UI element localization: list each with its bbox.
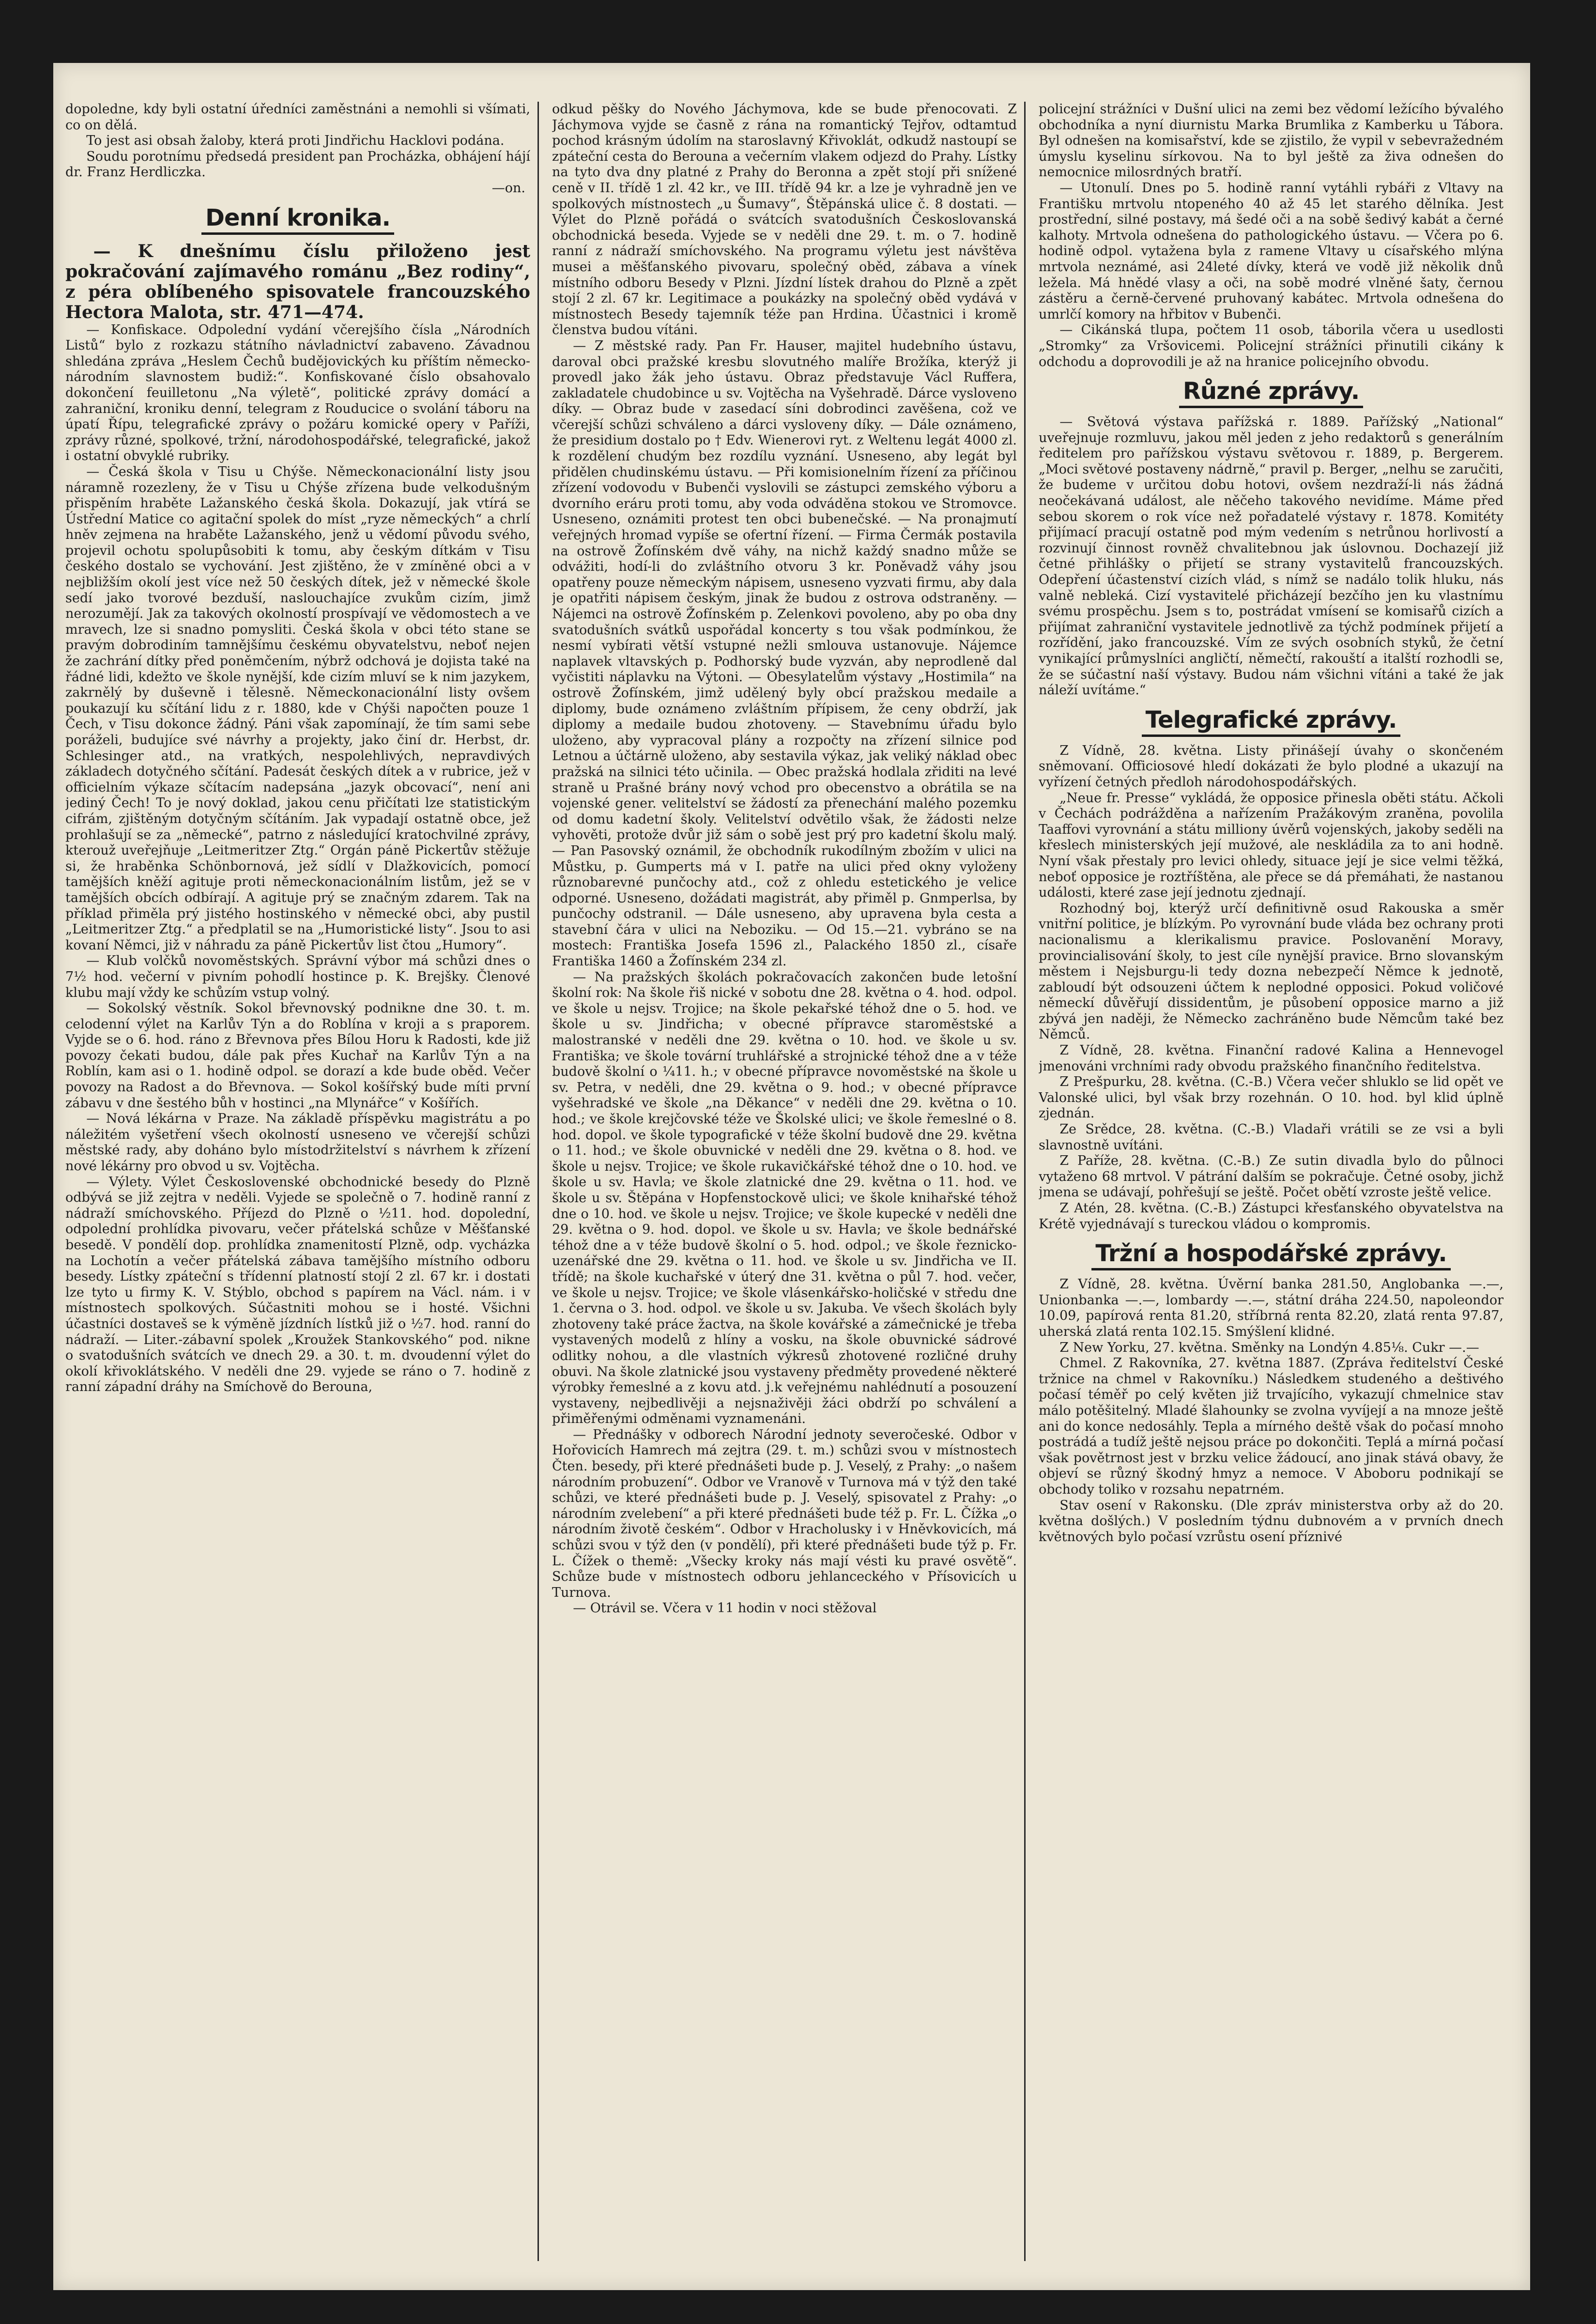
trade-item: Chmel. Z Rakovníka, 27. května 1887. (Zpráva ředitelství České tržnice na chmel v Rakovníku.) Následkem studeného a deštivého počasí téměř po celý květen již trvajícího, vykazují chmelnice stav málo potěšitelný. Mladé šlahounky se zvolna vyvíjejí a na mnoze ještě ani do konce nedosáhly. Tepla a mírného deště však do počasí mnoho postrádá a tudíž ještě nejsou práce po dokončiti. Teplá a mírná počasí však povětrnost jest v brzku velice žádoucí, ano jinak stává obavy, že objeví se různý škodný hmyz a nemoce. V Aboboru podnikají se obchody toliko v rozsahu nepatrném. — [1039, 1356, 1504, 1497]
article-ceska-skola: — Česká škola v Tisu u Chýše. Německonacionální listy jsou náramně rozezleny, že v Tisu u Chýše zřízena bude velkodušným přispěním hraběte Lažanského česká škola. Dokazují, jak vtírá se Ústřední Matice co agitační spolek do míst „ryze německých“ a chrlí hněv zejmena na hraběte Lažanského, jenž u vědomí původu svého, projevil ochotu spolupůsobiti k tomu, aby českým dítkám v Tisu českého dostalo se vychování. Jest zjištěno, že v zmíněné obci a v nejbližším okolí jest více než 50 českých dítek, jež v německé škole sedí jako tvorové bezduší, naslouchajíce zvukům cizím, jimž nerozumějí. Jak za takových okolností prospívají ve vědomostech a ve mravech, lze si snadno pomysliti. Česká škola v obci této stane se pravým dobrodiním tamnějšímu českému obyvatelstvu, neboť nejen že zachrání dítky před poněmčením, nýbrž odchová je dojista také na řádné lidi, kdežto ve škole nynější, kde cizím mluví se k nim jazykem, zakrnělý by duševně i tělesně. Německonacionální listy ovšem poukazují ku sčítání lidu z r. 1880, kde v Chýši napočten pouze 1 Čech, v Tisu dokonce žádný. Páni však zapomínají, že tím sami sebe poráželi, budujíce své návrhy a projekty, jako činí dr. Herbst, dr. Schlesinger atd., na vratkých, nespolehlivých, nepravdivých základech dotyčného sčítání. Padesát českých dítek a v rubrice, jež v officielním výkaze sčítacím nadepsána „jazyk obcovací“, není ani jediný Čech! To je nový doklad, jakou cenu přičítati lze statistickým cifrám, zjištěným dotyčným sčítáním. Jak vypadají ostatně obce, jež prohlašují se za „německé“, patrno z následující kratochvilné zprávy, kterouž uveřejňuje „Leitmeritzer Ztg.“ Orgán páně Pickertův stěžuje si, že hraběnka Schönbornová, jež sídlí v Dlažkovicích, pomocí tamějších kněží agituje proti německonacionálním listům, jež se v tamějších obcích odbírají. A agituje prý se značným zdarem. Tak na příklad přiměla prý jistého hostinského v německé obci, aby pustil „Leitmeritzer Ztg.“ a předplatil se na „Humoristické listy“. Jsou to asi kovaní Němci, již v náhradu za páně Pickertův list čtou „Humory“. — [65, 464, 530, 953]
article-prednasky: — Přednášky v odborech Národní jednoty severočeské. Odbor v Hořovicích Hamrech má zejtra (29. t. m.) schůzi svou v místnostech Čten. besedy, při které přednášeti bude p. J. Veselý, z Prahy: „o našem národním probuzení“. Odbor ve Vranově v Turnova má v týž den také schůzi, ve které přednášeti bude p. J. Veselý, spisovatel z Prahy: „o národním zvelebení“ a při které přednášeti bude též p. Fr. L. Čížka „o národním životě českém“. Odbor v Hracholusky i v Hněvkovicích, má schůzi svou v týž den (v pondělí), při které přednášeti bude týž p. Fr. L. Čížek o themě: „Všecky kroky nás mají vésti ku pravé osvětě“. Schůze bude v místnostech odboru jehlanceckého v Přísovicích u Turnova. — [552, 1427, 1017, 1600]
telegram-item: Z Atén, 28. května. (C.-B.) Zástupci křesťanského obyvatelstva na Krétě vyjednávají s tureckou vládou o kompromis. — [1039, 1201, 1504, 1232]
section-heading-trzni-zpravy: Tržní a hospodářské zprávy. — [1039, 1239, 1504, 1268]
article-svetova-vystava: — Světová výstava pařížská r. 1889. Pařížský „National“ uveřejnuje rozmluvu, jakou měl jeden z jeho redaktorů s generálním ředitelem pro pařížskou výstavu světovou r. 1889, p. Bergerem. „Moci světové postaveny nádrně,“ pravil p. Berger, „nelhu se zaručiti, že budeme v určitou dobu hotovi, ovšem nezdraží-li nás žádná neočekávaná událost, ale něčeho takového nevidíme. Máme před sebou skorem o rok více než pořadatelé výstavy r. 1878. Komitéty přijímací pracují ostatně pod mým vedením s netrůnou horlivostí a rozvinují činnost rovněž chvalitebnou jak úslovnou. Dochazejí již četné přihlášky o přijetí se strany vystavitelů francouzských. Odepření účastenství cizích vlád, s nímž se nadálo tolik hluku, nás valně nebleká. Cizí vystavitelé přicházejí bezčího jen ku vlastnímu svému prospěchu. Jsem s to, postrádat vmísení se komisařů cizích a přijímat zahraniční vystavitele jednotlivě za týchž podmínek přijetí a rozřídění, jako francouzské. Vím ze svých osobních styků, že četní vynikající průmyslníci angličtí, němečtí, rakouští a italští rozhodli se, že se súčastní naší výstavy. Budou nám všichni vítáni a také že jak náleží uvítáme.“ — [1039, 414, 1504, 698]
intro-paragraph: To jest asi obsah žaloby, která proti Jindřichu Hacklovi podána. — [86, 133, 505, 149]
section-heading-ruzne-zpravy: Různé zprávy. — [1039, 377, 1504, 406]
article-nova-lekarna: — Nová lékárna v Praze. Na základě příspěvku magistrátu a po náležitém vyšetření všech okolností usneseno ve včerejší schůzi městské rady, aby doháno bylo místodržitelství s návrhem k zřízení nové lékárny pro obvod u sv. Vojtěcha. — [65, 1111, 530, 1174]
telegram-item: Z Vídně, 28. května. Finanční radové Kalina a Hennevogel jmenováni vrchními rady obvodu pražského finančního ředitelstva. — [1039, 1043, 1504, 1074]
telegram-item: Z Vídně, 28. května. Listy přinášejí úvahy o skončeném sněmovaní. Officiosové hledí dokázati že bylo plodné a ukazují na vyřízení četných předloh národohospodářských. — [1039, 743, 1504, 790]
article-otravil-se: — Otrávil se. Včera v 11 hodin v noci stěžoval — [573, 1601, 877, 1616]
telegram-item: „Neue fr. Presse“ vykládá, že opposice přinesla oběti státu. Ačkoli v Čechách podrážděna a nařízením Pražákovým zraněna, povolila Taaffovi vyrovnání a státu milliony úvěrů vojenských, jakoby seděli na křeslech ministerských její mužové, ale neskládila za to ani hodně. Nyní však přestaly pro levici ohledy, situace její je sice velmi těžká, neboť opposice je roztříštěna, ale přece se dá přemáhati, že nastanou události, které zase její jednotu zjednají. — [1039, 790, 1504, 901]
article-vylety: — Výlety. Výlet Československé obchodnické besedy do Plzně odbývá se již zejtra v neděli. Vyjede se společně o 7. hodině ranní z nádraží smíchovského. Příjezd do Plzně o ½11. hod. dopolední, odpolední prohlídka pivovaru, večer přátelská schůze v Měšťanské besedě. V pondělí dop. prohlídka znamenitostí Plzně, odp. vycházka na Lochotín a večer přátelská zábava tamějšího místního odboru besedy. Lístky zpáteční s třídenní platností stojí 2 zl. 67 kr. i dostati lze tyto u firmy K. V. Stýblo, obchod s papírem na Václ. nám. i v místnostech spolkových. Súčastniti mohou se i hosté. Všichni účastníci dostaveš se k výměně jízdních lístků již o ½7. hod. ranní do nádraží. — Liter.-zábavní spolek „Kroužek Stankovského“ pod. nikne o svatodušních svátcích ve dnech 29. a 30. t. m. dvoudenní výlet do okolí křivoklátského. V neděli dne 29. vyjede se ráno o 7. hodině z ranní západní dráhy na Smíchově do Berouna, — [65, 1174, 530, 1395]
column-1 — [65, 102, 530, 2261]
article-sokolsky-vestnik: — Sokolský věstník. Sokol břevnovský podnikne dne 30. t. m. celodenní výlet na Karlův Týn a do Roblína v kroji a s praporem. Vyjde se o 6. hod. ráno z Břevnova přes Bílou Horu k Radosti, kde již povozy čekati budou, dále pak přes Kuchař na Karlův Týn a na Roblín, kam asi o 1. hodině odpol. se dorazí a kde bude oběd. Večer povozy na Radost a do Břevnova. — Sokol košířský bude míti první zábavu v dne šestého bůh v hostinci „na Mlynářce“ v Košířích. — [65, 1001, 530, 1111]
article-cikanska-tlupa: — Cikánská tlupa, počtem 11 osob, táborila včera u usedlosti „Stromky“ za Vršovicemi. Policejní strážníci přinutili cikány k odchodu a doprovodili je až na hranice policejního obvodu. — [1039, 322, 1504, 369]
trade-item: Stav osení v Rakonsku. (Dle zpráv ministerstva orby až do 20. května došlých.) V posledním týdnu dubnovém a v prvních dnech květnových bylo počasí vzrůstu osení příznivé — [1039, 1498, 1504, 1544]
column-rule-1 — [537, 102, 539, 2261]
trade-item: Z Vídně, 28. května. Úvěrní banka 281.50, Anglobanka —.—, Unionbanka —.—, lombardy —.—, státní dráha 224.50, napoleondor 10.09, papírová renta 81.20, stříbrná renta 82.20, zlatá renta 97.87, uherská zlatá renta 102.15. Smýšlení klidné. — [1039, 1277, 1504, 1339]
telegram-item: Z Prešpurku, 28. května. (C.-B.) Včera večer shluklo se lid opět ve Valonské ulici, byl však brzy rozehnán. O 10. hod. byl klid úplně zjednán. — [1039, 1074, 1504, 1121]
column-2 — [552, 102, 1017, 2261]
trade-item: Z New Yorku, 27. května. Směnky na Londýn 4.85⅛. Cukr —.— — [1059, 1340, 1479, 1355]
intro-paragraph: dopoledne, kdy byli ostatní úředníci zaměstnáni a nemohli si všímati, co on dělá. — [65, 102, 530, 133]
section-heading-denni-kronika: Denní kronika. — [65, 203, 530, 232]
article-otravil-continued: policejní strážníci v Dušní ulici na zemi bez vědomí ležícího bývalého obchodníka a nyní diurnistu Marka Brumlika z Kamberku u Tábora. Byl odnešen na komisařství, kde se zjistilo, že vypil v sebevražedném úmyslu kyselinu sírkovou. Na to byl ještě za živa odnešen do nemocnice milosrdných bratří. — [1039, 102, 1504, 180]
column-rule-2 — [1024, 102, 1026, 2261]
article-klub-volcku: — Klub volčků novoměstských. Správní výbor má schůzi dnes o 7½ hod. večerní v pivním pohodlí hostince p. K. Brejšky. Členové klubu mají vždy ke schůzím vstup volný. — [65, 953, 530, 1000]
newspaper-page — [53, 63, 1530, 2290]
signature: —on. — [491, 180, 525, 196]
article-konfiskace: — Konfiskace. Odpolední vydání včerejšího čísla „Národních Listů“ bylo z rozkazu státního návladnictví zabaveno. Závadnou shledána zpráva „Heslem Čechů budějovických ku příštím německo-národním slavnostem budiž:“. Konfiskované číslo obsahovalo dokončení feuilletonu „Na výletě“, politické zprávy domácí a zahraniční, kroniku denní, telegram z Rouducice o svolání táboru na úpatí Řípu, telegrafické zprávy o požáru komické opery v Paříži, zprávy různé, spolkové, tržní, národohospodářské, telegrafické, jakož i ostatní obvyklé rubriky. — [65, 322, 530, 464]
telegram-item: Z Paříže, 28. května. (C.-B.) Ze sutin divadla bylo do půlnoci vytaženo 68 mrtvol. V pátrání dalším se pokračuje. Četné osoby, jichž jmena se udávají, pohřešují se ještě. Počet obětí vzroste ještě velice. — [1039, 1153, 1504, 1200]
article-prazske-skoly: — Na pražských školách pokračovacích zakončen bude letošní školní rok: Na škole řiš nické v sobotu dne 28. května o 4. hod. odpol. ve škole u nejsv. Trojice; na škole pekařské téhož dne o 5. hod. ve škole u sv. Jindřicha; v obecné přípravce staroměstské a malostranské v neděli dne 29. května o 10. hod. ve škole u sv. Františka; ve škole tovární truhlářské a strojnické téhož dne a v téže budově školní o ¼11. h.; v obecné přípravce novoměstské na škole u sv. Petra, v neděli, dne 29. května o 9. hod.; v obecné přípravce vyšehradské ve škole „na Děkance“ v neděli dne 29. května o 10. hod.; ve škole krejčovské téže ve Školské ulici; ve škole řemeslné o 8. hod. dopol. ve škole typografické v téže školní budově dne 29. května o 11. hod.; ve škole obuvnické v neděli dne 29. května o 8. hod. ve škole u nejsv. Trojice; ve škole rukavičkářské téhož dne o 10. hod. ve škole u sv. Havla; ve škole zlatnické dne 29. května o 11. hod. ve škole u sv. Štěpána v Hopfenstockově ulici; ve škole knihařské téhož dne o 10. hod. ve škole u nejsv. Trojice; ve škole kupecké v neděli dne 29. května o 9. hod. dopol. ve škole u sv. Havla; ve škole bednářské téhož dne a v téže budově školní o 5. hod. odpol.; ve škole řeznicko-uzenářské dne 29. května o 11. hod. ve škole u sv. Jindřicha ve II. třídě; na škole kuchařské v úterý dne 31. května o půl 7. hod. večer, ve škole u nejsv. Trojice; ve škole vlásenkářsko-holičské v středu dne 1. června o 3. hod. odpol. ve škole u sv. Jakuba. Ve všech školách byly zhotoveny také práce žactva, na škole kovářské a zámečnické je třeba vystavených modelů z hlíny a vosku, na škole obuvnické sádrové odlitky nohou, a dle vlastních výkresů zhotovené rozličné druhy obuvi. Na škole zlatnické jsou vystaveny předměty provedené některé výrobky řemeslné a z kovu atd. j.k veřejnému nahlédnutí a posouzení vystaveny, nejbedlivěji a nejsnaživěji žáci obdrží po schválení a přiměřenými odměnami vyznamenáni. — [552, 969, 1017, 1427]
article-mestska-rada: — Z městské rady. Pan Fr. Hauser, majitel hudebního ústavu, daroval obci pražské kresbu slovutného malíře Brožíka, kterýž ji provedl jako žák jeho ústavu. Obraz představuje Václ Ruffera, zakladatele chudobince u sv. Vojtěcha na Vyšehradě. Dárce vysloveno díky. — Obraz bude v zasedací síni dobrodinci zavěšena, což ve včerejší schůzi schváleno a dárci vysloveny díky. — Dále oznámeno, že presidium dostalo po † Edv. Wienerovi ryt. z Weltenu legát 4000 zl. k rozdělení chudým bez rozdílu vyznání. Usneseno, aby legát byl přidělen chudinskému ústavu. — Při komisionelním řízení za příčinou zřízení vodovodu v Bubenči vyslovili se zástupci zemského výboru a dvorního eráru proti tomu, aby voda odváděna stokou ve Stromovce. Usneseno, oznámiti protest ten obci bubenečské. — Na pronajmutí veřejných hromad vypíše se ofertní řízení. — Firma Čermák postavila na ostrově Žofínském dvě váhy, na nichž každý snadno může se odvážiti, hodí-li do zvláštního otvoru 3 kr. Poněvadž váhy jsou opatřeny pouze německým nápisem, usneseno vyzvati firmu, aby dala je opatřiti nápisem českým, jinak že budou z ostrova odstraněny. — Nájemci na ostrově Žofínském p. Zelenkovi povoleno, aby po oba dny svatodušních svátků uspořádal koncerty s tou však podmínkou, že nesmí vybírati větší vstupné nežli smlouva ustanovuje. Nájemce naplavek vltavských p. Podhorský bude vyzván, aby neprodleně dal vyčistiti náplavku na Výtoni. — Obesylatelům výstavy „Hostimila“ na ostrově Žofínském, jimž udělený byly obcí pražskou medaile a diplomy, bude oznámeno zvláštním přípisem, že ceny obdrží, jak diplomy a medaile budou zhotoveny. — Stavebnímu úřadu bylo uloženo, aby vypracoval plány a rozpočty na zřízení silnice pod Letnou a účtárně uloženo, aby sestavila výkaz, jak veliký náklad obec pražská na silnici této učinila. — Obec pražská hodlala zřiditi na levé straně u Prašné brány nový vchod pro obecenstvo a obrátila se na vojenské gener. velitelství se žádostí za přenechání malého pozemku od domu kadetní školy. Velitelství odvětilo však, že žádosti nelze vyhověti, protože dvůr již sám o sobě jest prý pro kadetní školu malý. — Pan Pasovský oznámil, že obchodník rukodílným zbožím v ulici na Můstku, p. Gumperts má v I. patře na ulici před okny vyloženy různobarevné punčochy atd., což z ohledu estetického je velice odporné. Usneseno, dožádati magistrát, aby přiměl p. Gnmperlsa, by punčochy odstranil. — Dále usneseno, aby upravena byla cesta a stavební čára v ulici na Neboziku. — Od 15.—21. vybráno se na mostech: Františka Josefa 1596 zl., Palackého 1850 zl., císaře Františka 1460 a Žofínském 234 zl. — [552, 338, 1017, 969]
column-3 — [1039, 102, 1504, 2261]
article-vylety-continued: odkud pěšky do Nového Jáchymova, kde se bude přenocovati. Z Jáchymova vyjde se časně z rána na romantický Tejřov, odtamtud pochod krásným údolím na staroslavný Křivoklát, odkudž nastoupí se zpáteční cesta do Berouna a večerním vlakem odjezd do Prahy. Lístky na tyto dva dny platné z Prahy do Beronna a zpět stojí při snížené ceně v II. třídě 1 zl. 42 kr., ve III. třídě 94 kr. a lze je vyhradně jen ve spolkových místnostech „u Šumavy“, Štěpánská ulice č. 8 dostati. — Výlet do Plzně pořádá o svátcích svatodušních Českoslovanská obchodnická beseda. Vyjede se v neděli dne 29. t. m. o 7. hodině ranní z nádraží smíchovského. Na programu výletu jest návštěva musei a měšťanského pivovaru, společný oběd, zábava a vínek místního odboru Besedy v Plzni. Jízdní lístek drahou do Plzně a zpět stojí 2 zl. 67 kr. Legitimace a poukázky na společný oběd vydává v místnostech Besedy tajemník téže pan Hrdina. Účastnici i kromě členstva budou vítáni. — [552, 102, 1017, 338]
telegram-item: Rozhodný boj, kterýž určí definitivně osud Rakouska a směr vnitřní politice, je blízkým. Po vyrovnání bude vláda bez ochrany proti nacionalismu a klerikalismu pravice. Poslovanění Moravy, provincialisování školy, to jest cíle nynější pravice. Brno slovanským městem i Nejsburgu-li tedy dozna nebezpečí Němce k jednotě, zabloudí být odsouzeni účtem k neplodné opposici. Pokud voličové německí důvěřují dissidentům, je působení opposice marno a již zbývá jen naději, že Německo zachráněno bude Němcům také bez Němců. — [1039, 901, 1504, 1042]
intro-paragraph: Soudu porotnímu předsedá president pan Procházka, obhájení hájí dr. Franz Herdliczka. — [65, 149, 530, 180]
article-utonuli: — Utonulí. Dnes po 5. hodině ranní vytáhli rybáři z Vltavy na Františku mrtvolu ntopeného 40 až 45 let starého dělníka. Jest prostřední, silné postavy, má šedé oči a na sobě šedivý kabát a černé kalhoty. Mrtvola odnešena do pathologického ústavu. — Včera po 6. hodině odpol. vytažena byla z ramene Vltavy u císařského mlýna mrtvola neznámé, asi 24leté dívky, která ve vodě již několik dnů ležela. Má hnědé vlasy a oči, na sobě modré vlněné šaty, černou zástěru a černě-červené pruhovaný kabátec. Mrtvola odnešena do umrlčí komory na hřbitov v Bubenči. — [1039, 180, 1504, 322]
section-heading-telegraficke-zpravy: Telegrafické zprávy. — [1039, 705, 1504, 734]
lead-announcement: — K dnešnímu číslu přiloženo jest pokračování zajímavého románu „Bez rodiny“, z péra oblíbeného spisovatele francouzského Hectora Malota, str. 471—474. — [65, 241, 530, 322]
telegram-item: Ze Srědce, 28. května. (C.-B.) Vladaři vrátili se ze vsi a byli slavnostně uvítáni. — [1039, 1122, 1504, 1153]
